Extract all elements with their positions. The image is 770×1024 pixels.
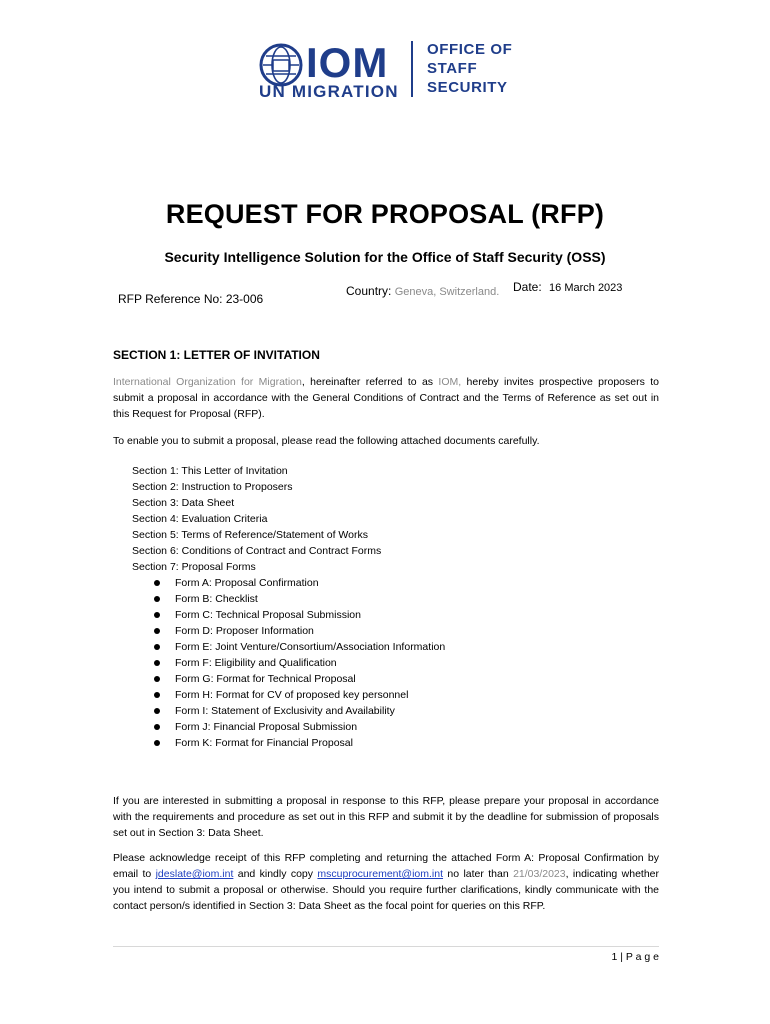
- list-item: Section 1: This Letter of Invitation: [132, 465, 288, 477]
- bullet-icon: [154, 724, 160, 730]
- country-line: [346, 284, 499, 298]
- bullet-icon: [154, 692, 160, 698]
- form-list: [153, 575, 445, 751]
- deadline-date: 21/03/2023: [513, 868, 566, 880]
- page-label: | P a g e: [620, 951, 659, 963]
- iom-globe-logo-icon: [259, 43, 303, 87]
- list-item: Section 4: Evaluation Criteria: [132, 513, 268, 525]
- list-item: Form B: Checklist: [153, 591, 445, 607]
- logo-un-migration: UN MIGRATION: [259, 82, 399, 101]
- list-item: Form C: Technical Proposal Submission: [153, 607, 445, 623]
- page-subtitle: Security Intelligence Solution for the Office of Staff Security (OSS): [164, 249, 606, 265]
- list-item: Section 6: Conditions of Contract and Contract Forms: [132, 545, 382, 557]
- logo-office-of-staff-security: OFFICE OF STAFF SECURITY: [427, 41, 513, 96]
- rfp-reference: RFP Reference No: 23-006: [118, 292, 264, 306]
- list-item: Form A: Proposal Confirmation: [153, 575, 445, 591]
- list-item: Section 3: Data Sheet: [132, 497, 235, 509]
- bullet-icon: [154, 644, 160, 650]
- org-name: International Organization for Migration: [113, 376, 302, 388]
- intro-paragraph: International Organization for Migration, hereinafter referred to as IOM, hereby invites prospective proposers to submit a proposal in accordance with the General Conditions of Contract and the Terms of Reference as set out in this Request for Proposal (RFP).: [113, 376, 659, 420]
- section-heading: SECTION 1: LETTER OF INVITATION: [113, 348, 320, 362]
- footer-divider: [113, 946, 659, 947]
- email-link-mscuprocurement[interactable]: mscuprocurement@iom.int: [317, 868, 444, 880]
- date-value: 16 March 2023: [549, 282, 623, 294]
- country-label: Country:: [346, 284, 392, 298]
- read-docs-paragraph: To enable you to submit a proposal, please read the following attached documents carefully.: [113, 435, 540, 447]
- org-abbr: IOM,: [438, 376, 462, 388]
- bullet-icon: [154, 676, 160, 682]
- bullet-icon: [154, 660, 160, 666]
- date-line: [513, 280, 622, 294]
- page-footer: [560, 951, 659, 963]
- list-item: Form E: Joint Venture/Consortium/Association Information: [153, 639, 445, 655]
- list-item: Form J: Financial Proposal Submission: [153, 719, 445, 735]
- bullet-icon: [154, 708, 160, 714]
- list-item: Section 7: Proposal Forms: [132, 561, 256, 573]
- list-item: Section 5: Terms of Reference/Statement of Works: [132, 529, 368, 541]
- logo-iom-wordmark: IOM: [306, 39, 389, 86]
- bullet-icon: [154, 740, 160, 746]
- list-item: Form K: Format for Financial Proposal: [153, 735, 445, 751]
- list-item: Form H: Format for CV of proposed key personnel: [153, 687, 445, 703]
- page-number: 1: [611, 951, 618, 963]
- logo-divider: [411, 41, 413, 97]
- date-label: Date:: [513, 280, 542, 294]
- list-item: Section 2: Instruction to Proposers: [132, 481, 293, 493]
- list-item: Form I: Statement of Exclusivity and Availability: [153, 703, 445, 719]
- list-item: Form D: Proposer Information: [153, 623, 445, 639]
- bullet-icon: [154, 596, 160, 602]
- section-list: [132, 463, 381, 575]
- bullet-icon: [154, 628, 160, 634]
- email-link-jdeslate[interactable]: jdeslate@iom.int: [155, 868, 234, 880]
- list-item: Form F: Eligibility and Qualification: [153, 655, 445, 671]
- bullet-icon: [154, 612, 160, 618]
- page-title: REQUEST FOR PROPOSAL (RFP): [165, 199, 605, 229]
- acknowledge-paragraph: Please acknowledge receipt of this RFP completing and returning the attached Form A: Proposal Confirmation by email to jdeslate@iom.int and kindly copy mscuprocurement@iom.int no later than 21/03/2023, indicating whether you intend to submit a proposal or otherwise. Should you require further clarifications, kindly communicate with the contact person/s identified in Section 3: Data Sheet as the focal point for queries on this RFP.: [113, 852, 659, 912]
- country-value: Geneva, Switzerland.: [394, 286, 500, 298]
- bullet-icon: [154, 580, 160, 586]
- list-item: Form G: Format for Technical Proposal: [153, 671, 445, 687]
- interest-paragraph: If you are interested in submitting a proposal in response to this RFP, please prepare your proposal in accordance with the requirements and procedure as set out in this RFP and submit it by the deadline for submission of proposals set out in Section 3: Data Sheet.: [113, 795, 659, 839]
